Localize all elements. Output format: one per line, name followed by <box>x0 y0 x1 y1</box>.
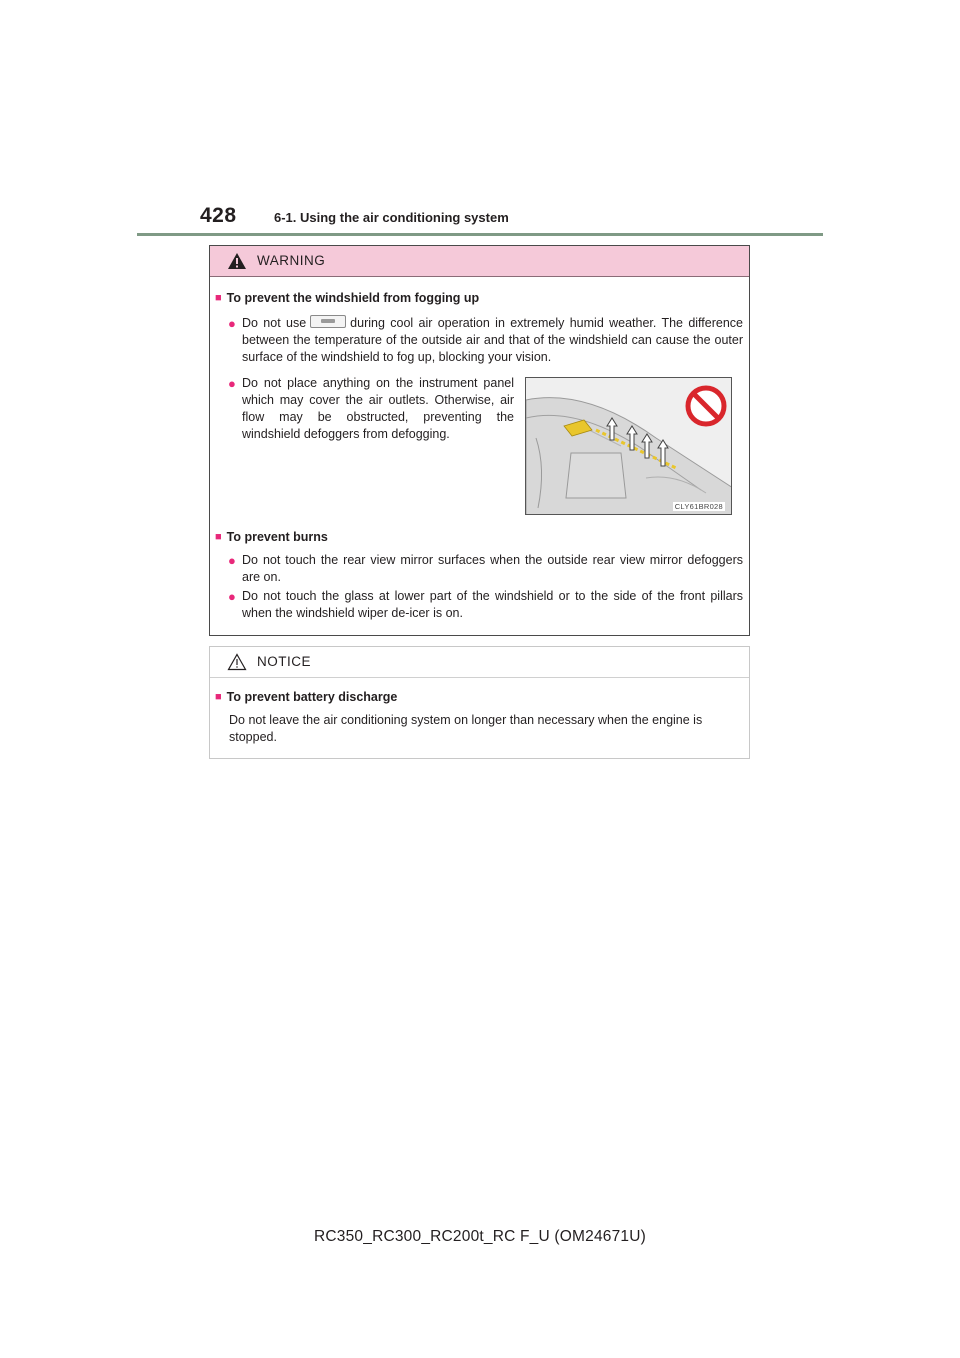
section-title: 6-1. Using the air conditioning system <box>274 210 509 225</box>
prohibition-icon <box>688 388 724 424</box>
circle-bullet-icon: ● <box>228 553 236 568</box>
notice-header <box>210 647 749 678</box>
header-rule <box>137 233 823 236</box>
warning-heading-fogging: ■ To prevent the windshield from fogging up <box>215 291 480 305</box>
warning-header <box>210 246 749 277</box>
dashboard-drawing <box>526 378 732 515</box>
warning-item-3: ● Do not touch the rear view mirror surfaces when the outside rear view mirror defoggers are on. <box>228 553 743 584</box>
instrument-panel-illustration <box>525 377 732 515</box>
square-bullet-icon: ■ <box>215 292 222 304</box>
warning-item-1: ● Do not use during cool air operation in extremely humid weather. The difference between the temperature of the outside air and that of the windshield can cause the outer surface of the windshield to fog up, blocking your vision. <box>228 316 743 364</box>
circle-bullet-icon: ● <box>228 589 236 604</box>
illustration-code: CLY61BR028 <box>674 502 723 511</box>
notice-heading: ■ To prevent battery discharge <box>215 690 398 704</box>
warning-item-4: ● Do not touch the glass at lower part of the windshield or to the side of the front pillars when the windshield wiper de-icer is on. <box>228 589 743 620</box>
notice-label: NOTICE <box>257 654 312 669</box>
circle-bullet-icon: ● <box>228 376 236 391</box>
notice-text: Do not leave the air conditioning system on longer than necessary when the engine is stopped. <box>229 713 703 744</box>
square-bullet-icon: ■ <box>215 691 222 703</box>
warning-label: WARNING <box>257 253 326 268</box>
warning-heading-burns: ■ To prevent burns <box>215 530 328 544</box>
manual-code-footer: RC350_RC300_RC200t_RC F_U (OM24671U) <box>314 1228 646 1245</box>
page-header <box>200 204 830 230</box>
warning-triangle-icon <box>227 252 247 270</box>
caution-triangle-icon <box>227 653 247 671</box>
warning-item-2: ● Do not place anything on the instrument panel which may cover the air outlets. Otherwise, air flow may be obstructed, preventing the windshield defoggers from defogging. <box>228 376 514 441</box>
circle-bullet-icon: ● <box>228 316 236 331</box>
page-number: 428 <box>200 204 237 227</box>
windshield-defogger-button-icon <box>310 315 346 328</box>
square-bullet-icon: ■ <box>215 531 222 543</box>
